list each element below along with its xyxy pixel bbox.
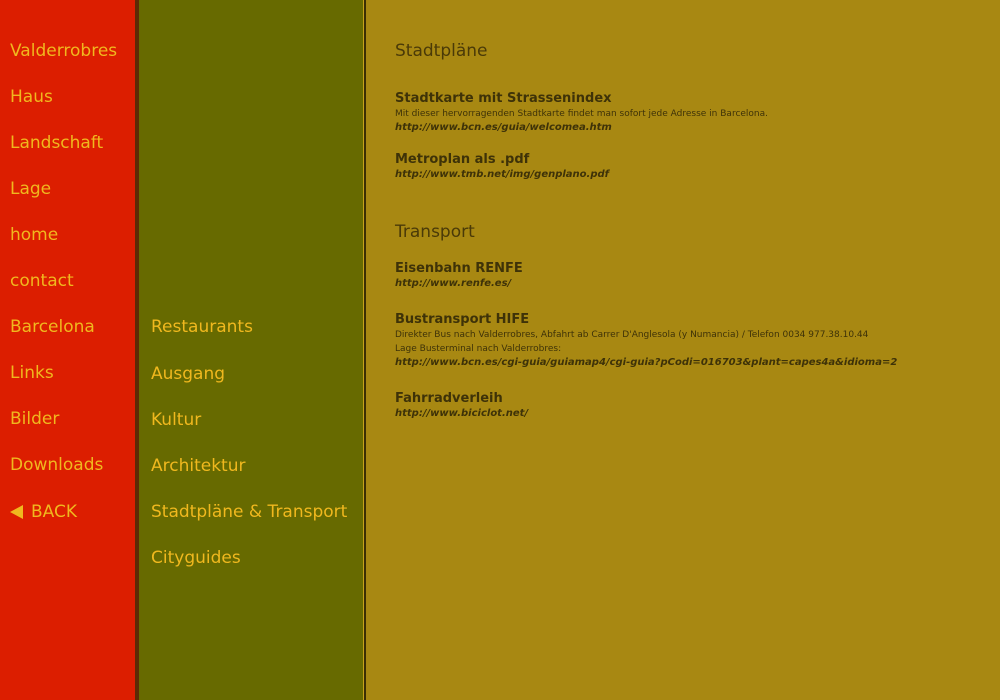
nav-item-haus[interactable]: Haus	[10, 87, 53, 107]
subnav-item-kultur[interactable]: Kultur	[151, 410, 202, 430]
nav-item-links[interactable]: Links	[10, 363, 54, 383]
nav-item-barcelona[interactable]: Barcelona	[10, 317, 95, 337]
entry-link[interactable]: http://www.tmb.net/img/genplano.pdf	[395, 169, 610, 180]
entry-fahrradverleih	[395, 391, 528, 421]
entry-renfe	[395, 261, 523, 291]
entry-description: Mit dieser hervorragenden Stadtkarte findet man sofort jede Adresse in Barcelona.	[395, 109, 769, 119]
subnav-item-architektur[interactable]: Architektur	[151, 456, 246, 476]
entry-link[interactable]: http://www.renfe.es/	[395, 278, 512, 289]
entry-title: Stadtkarte mit Strassenindex	[395, 91, 612, 106]
entry-title: Eisenbahn RENFE	[395, 261, 523, 276]
entry-description: Direkter Bus nach Valderrobres, Abfahrt ab Carrer D'Anglesola (y Numancia) / Telefon 0034 977.38.10.44	[395, 330, 869, 340]
entry-metroplan	[395, 152, 609, 182]
nav-item-downloads[interactable]: Downloads	[10, 455, 104, 475]
section-title-stadtplaene: Stadtpläne	[395, 41, 488, 61]
subnav-item-restaurants[interactable]: Restaurants	[151, 317, 253, 337]
subnav-item-cityguides[interactable]: Cityguides	[151, 548, 241, 568]
entry-hife	[395, 312, 897, 370]
entry-title: Fahrradverleih	[395, 391, 503, 406]
subnav-item-stadtplaene-transport[interactable]: Stadtpläne & Transport	[151, 502, 348, 522]
nav-item-bilder[interactable]: Bilder	[10, 409, 60, 429]
back-button-label: BACK	[31, 502, 78, 522]
main-content	[366, 0, 1000, 700]
nav-item-landschaft[interactable]: Landschaft	[10, 133, 104, 153]
entry-link[interactable]: http://www.bcn.es/guia/welcomea.htm	[395, 122, 612, 133]
entry-description-secondary: Lage Busterminal nach Valderrobres:	[395, 344, 562, 354]
nav-item-home[interactable]: home	[10, 225, 59, 245]
back-button[interactable]	[10, 502, 77, 522]
primary-nav	[0, 0, 135, 700]
nav-item-lage[interactable]: Lage	[10, 179, 52, 199]
entry-link[interactable]: http://www.biciclot.net/	[395, 408, 529, 419]
section-title-transport: Transport	[395, 222, 475, 242]
subnav-item-ausgang[interactable]: Ausgang	[151, 364, 226, 384]
secondary-nav	[139, 0, 363, 700]
entry-stadtkarte	[395, 91, 768, 135]
entry-title: Bustransport HIFE	[395, 312, 530, 327]
back-arrow-icon	[10, 505, 23, 519]
entry-link[interactable]: http://www.bcn.es/cgi-guia/guiamap4/cgi-guia?pCodi=016703&plant=capes4a&idioma=2	[395, 357, 898, 368]
entry-title: Metroplan als .pdf	[395, 152, 530, 167]
nav-item-valderrobres[interactable]: Valderrobres	[10, 41, 118, 61]
nav-item-contact[interactable]: contact	[10, 271, 74, 291]
